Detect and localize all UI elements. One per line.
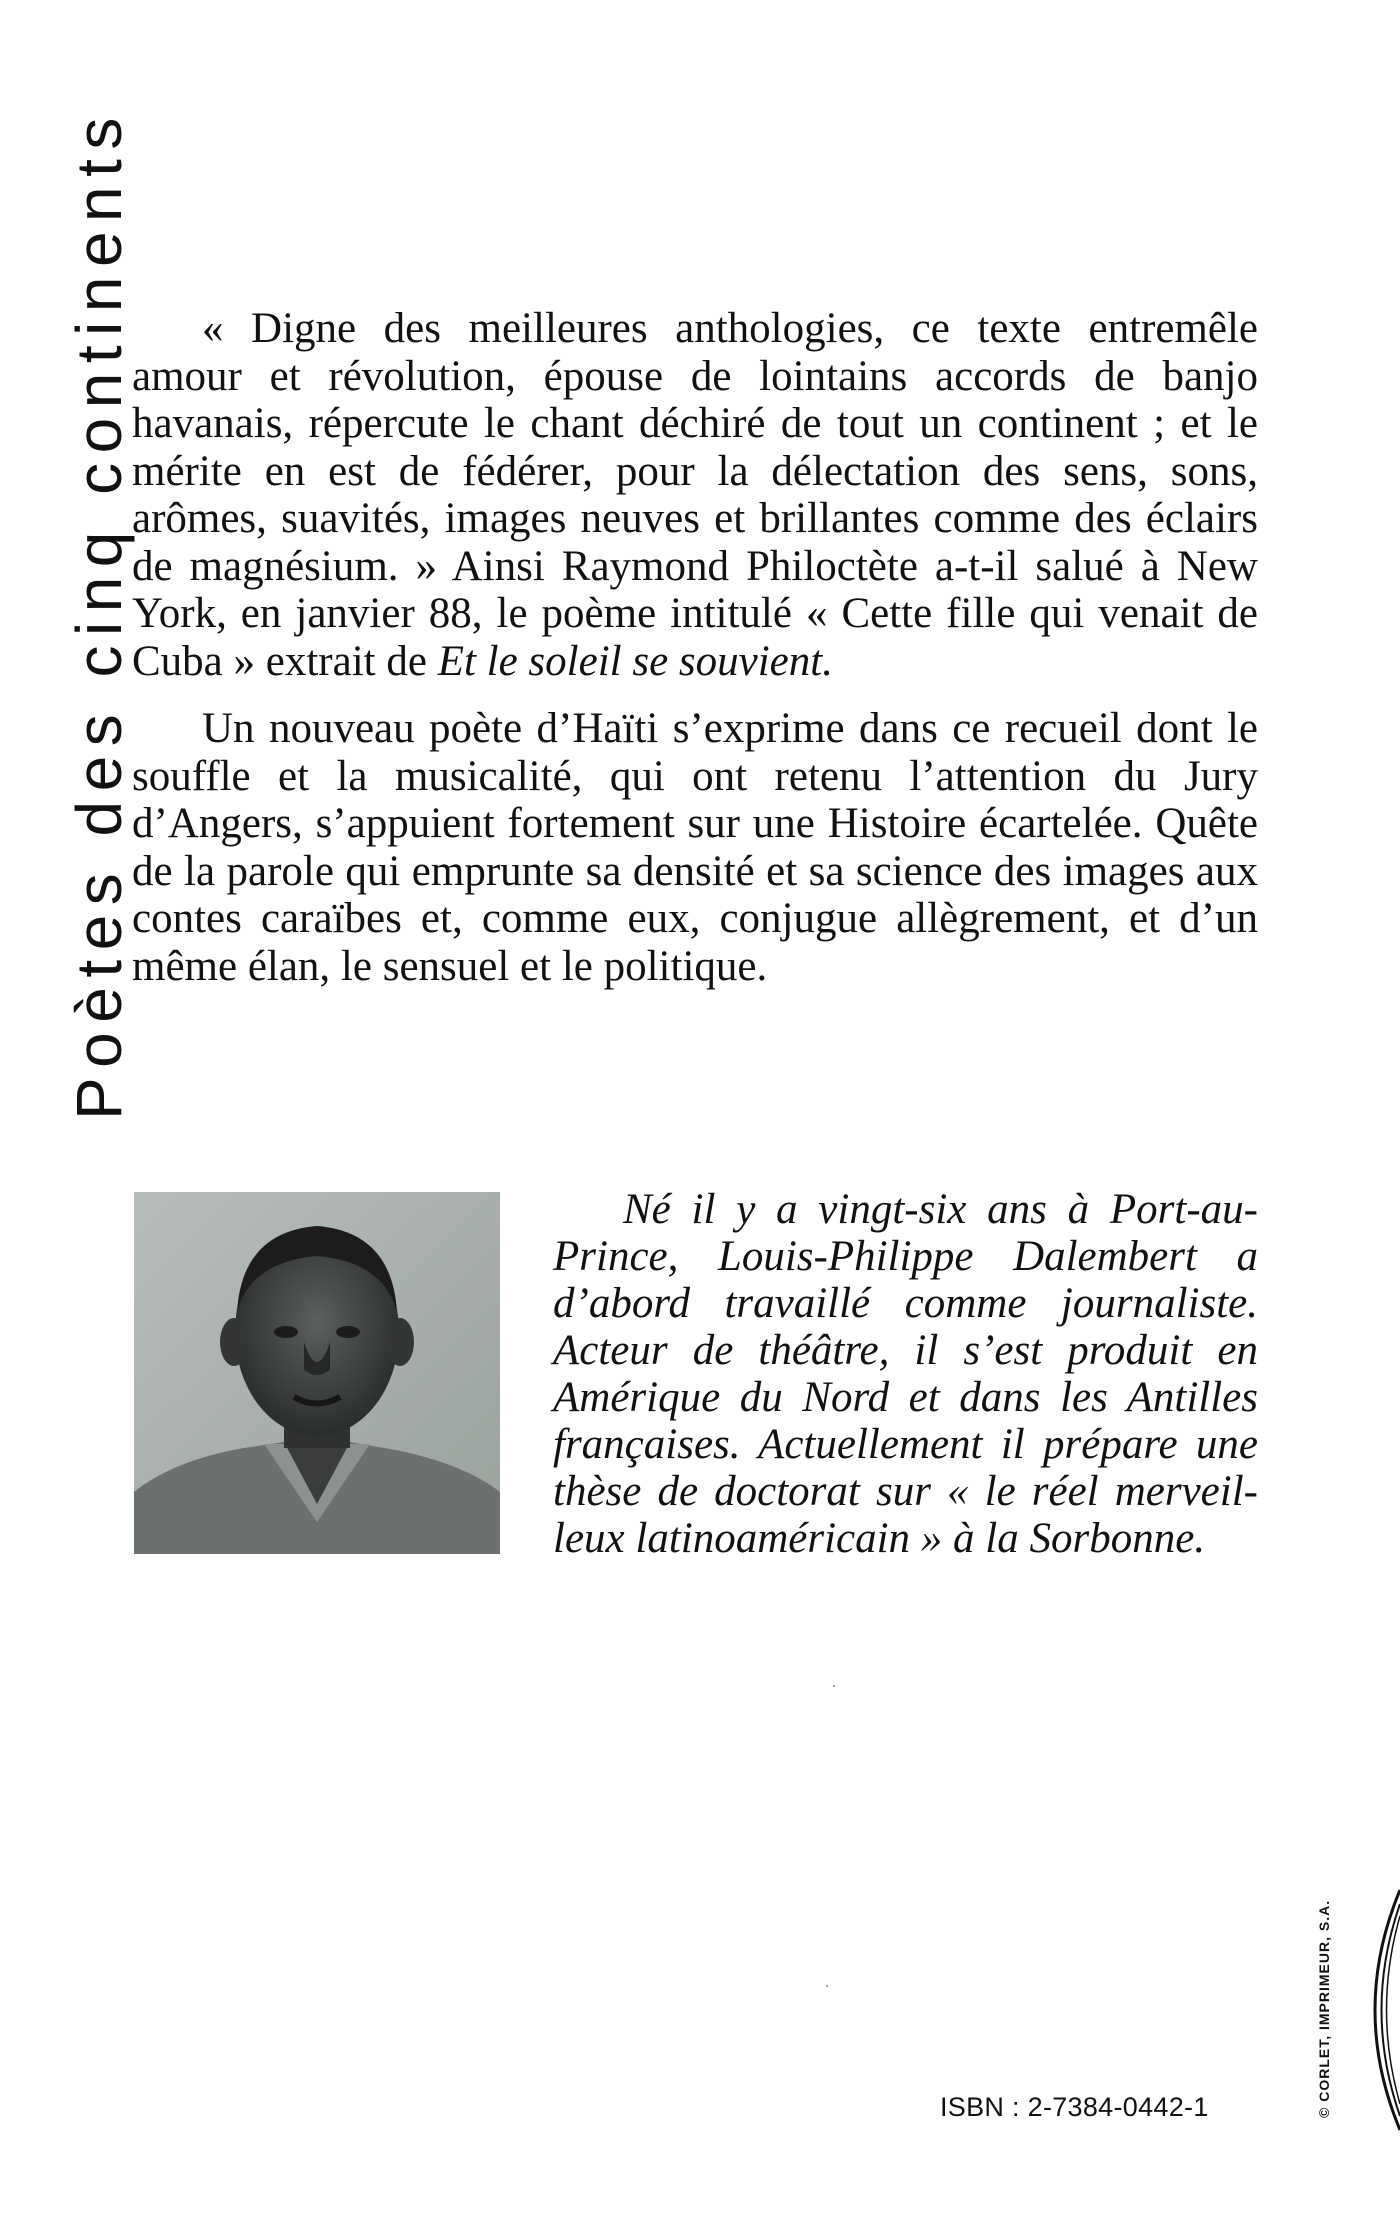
blurb-paragraph-1: [132, 305, 1258, 685]
cover-edge-decoration: [1355, 1880, 1400, 2140]
book-title: Et le soleil se souvient.: [437, 637, 833, 685]
printer-credit: [1310, 0, 1350, 2230]
author-photo: [134, 1192, 500, 1554]
print-speck: [826, 1985, 828, 1987]
series-title-text: Poètes des cinq continents: [63, 108, 135, 1120]
blurb-quote: « Digne des meilleures anthologies, ce texte entremêle amour et révolution, épouse de lointains accords de banjo havanais, répercute le chant déchiré de tout un continent ; et le mérite en est de fédérer, pour la délectation des sens, sons, arômes, suavités, images neuves et brillantes comme des éclairs de magnésium. » Ainsi Raymond Philoctète a-t-il salué à New York, en janvier 88, le poème intitulé « Cette fille qui venait de Cuba » extrait de: [132, 305, 1258, 685]
back-cover-blurb: [132, 305, 1258, 1010]
printer-credit-text: © CORLET, IMPRIMEUR, S.A.: [1316, 1899, 1332, 2118]
bio-paragraph: Né il y a vingt-six ans à Port-au-Prince, Louis-Philippe Dalembert a d’abord travaillé comme journaliste. Acteur de théâtre, il s’est produit en Amérique du Nord et dans les Antilles françaises. Actuellement il prépare une thèse de doctorat sur « le réel merveilleux latinoaméricain » à la Sorbonne.: [553, 1186, 1258, 1562]
author-biography: [553, 1186, 1258, 1562]
series-title: [0, 0, 140, 1140]
print-speck: [833, 1685, 835, 1687]
isbn: ISBN : 2-7384-0442-1: [940, 2092, 1209, 2122]
blurb-paragraph-2: Un nouveau poète d’Haïti s’exprime dans ce recueil dont le souffle et la musicalité, qui ont retenu l’attention du Jury d’Angers, s’appuient fortement sur une Histoire écartelée. Quête de la parole qui emprunte sa densité et sa science des images aux contes caraïbes et, comme eux, conjugue allègrement, et d’un même élan, le sensuel et le politique.: [132, 705, 1258, 990]
